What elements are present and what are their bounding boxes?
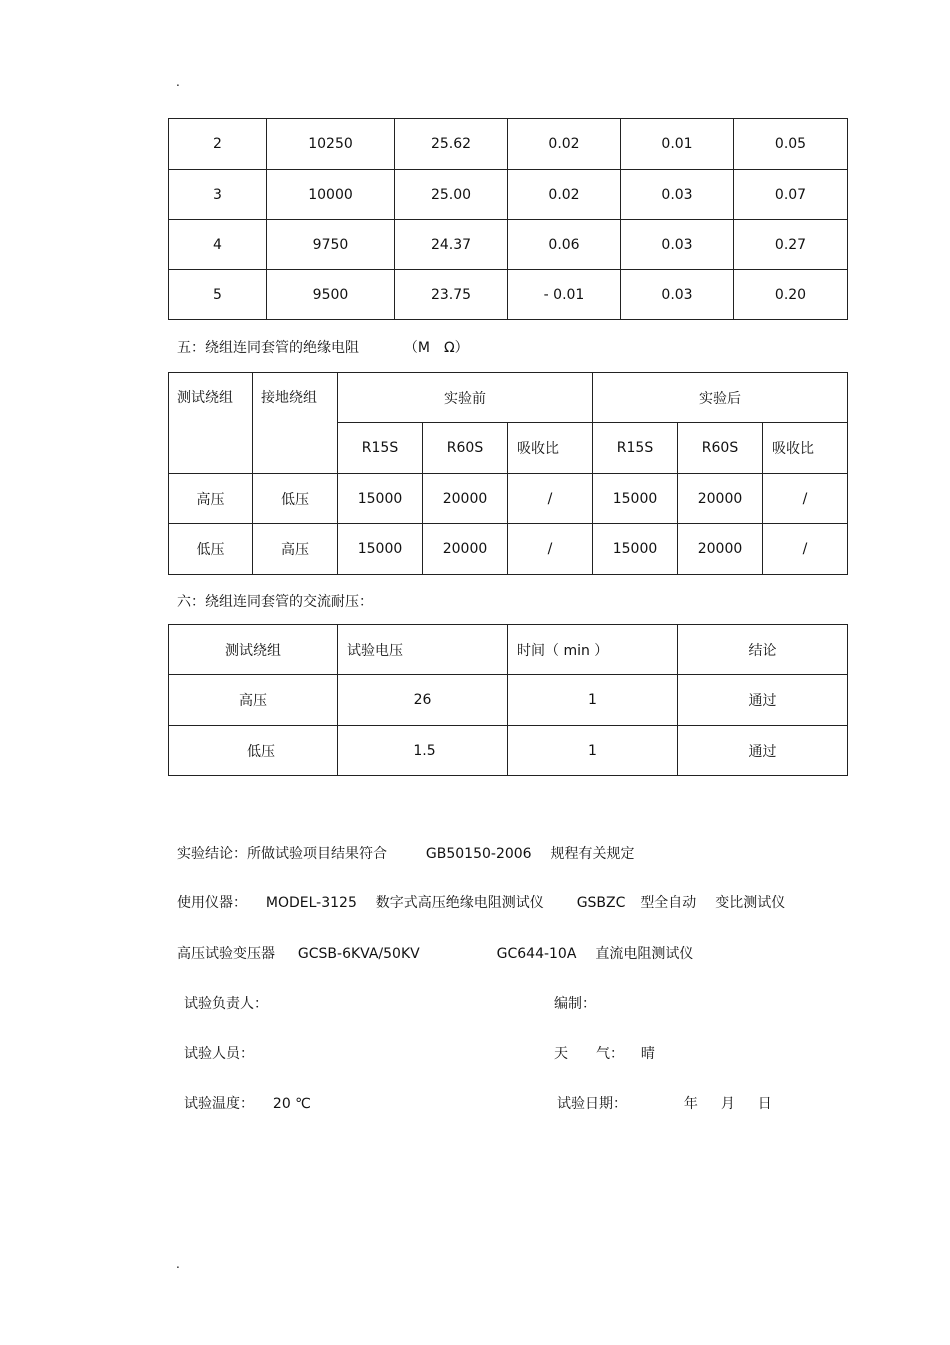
table-cell: 25.00 (395, 170, 508, 220)
table-cell: 2 (169, 119, 267, 170)
table-cell: 低压 (169, 524, 253, 575)
table-header-row (169, 373, 848, 423)
conclusion-tail: 规程有关规定 (550, 846, 635, 862)
table-row (169, 675, 848, 726)
table-cell: / (508, 524, 593, 575)
header-ground-winding: 接地绕组 (253, 373, 338, 474)
conclusion-standard: GB50150-2006 (425, 846, 532, 862)
instruments-label: 使用仪器： (177, 895, 247, 911)
header-r60s: R60S (423, 423, 508, 474)
header-time: 时间（ min ） (508, 625, 678, 675)
header-test-winding: 测试绕组 (169, 625, 338, 675)
table-cell: 0.03 (621, 270, 734, 320)
table-header-row (169, 625, 848, 675)
table-row (169, 220, 848, 270)
date-day: 日 (757, 1096, 772, 1112)
header-r15s: R15S (338, 423, 423, 474)
table-cell: 0.02 (508, 170, 621, 220)
instrument-model-2: GSBZC (576, 895, 626, 911)
temperature-label: 试验温度： (184, 1096, 254, 1112)
table-row (169, 270, 848, 320)
conclusion-label: 实验结论：所做试验项目结果符合 (177, 846, 387, 862)
table-cell: 0.05 (734, 119, 848, 170)
header-r15s: R15S (593, 423, 678, 474)
table-cell: 26 (338, 675, 508, 726)
section5-title (177, 337, 469, 357)
transformer-label: 高压试验变压器 (177, 946, 275, 962)
table-cell: 0.01 (621, 119, 734, 170)
table-cell: 0.03 (621, 170, 734, 220)
header-after: 实验后 (593, 373, 848, 423)
section5-unit: （M Ω） (403, 340, 469, 356)
section6-title: 六：绕组连同套管的交流耐压： (177, 594, 373, 610)
header-ratio: 吸收比 (508, 423, 593, 474)
table-cell: 20000 (423, 524, 508, 575)
table-cell: 25.62 (395, 119, 508, 170)
table-cell: 23.75 (395, 270, 508, 320)
table-cell: 20000 (423, 474, 508, 524)
transformer-line (177, 943, 693, 963)
table-row (169, 119, 848, 170)
table-cell: 24.37 (395, 220, 508, 270)
table-cell: 20000 (678, 474, 763, 524)
table-cell: 低压 (253, 474, 338, 524)
table-cell: 0.07 (734, 170, 848, 220)
table-cell: 通过 (678, 675, 848, 726)
header-test-winding: 测试绕组 (169, 373, 253, 474)
ratio-table (168, 118, 848, 320)
table-cell: 9500 (267, 270, 395, 320)
table-cell: / (763, 474, 848, 524)
date-label: 试验日期： (557, 1096, 627, 1112)
withstand-table (168, 624, 848, 776)
weather-label: 天 气： (554, 1046, 624, 1062)
table-cell: 0.03 (621, 220, 734, 270)
table-cell: - 0.01 (508, 270, 621, 320)
table-cell: 15000 (593, 474, 678, 524)
weather-line (554, 1043, 655, 1063)
table-cell: 1 (508, 675, 678, 726)
header-conclusion: 结论 (678, 625, 848, 675)
date-month: 月 (720, 1096, 735, 1112)
transformer-name-2: 直流电阻测试仪 (595, 946, 694, 962)
table-cell: 0.06 (508, 220, 621, 270)
weather-value: 晴 (640, 1046, 655, 1062)
table-cell: 15000 (338, 524, 423, 575)
header-ratio: 吸收比 (763, 423, 848, 474)
page-mark-bottom: . (176, 1257, 180, 1271)
date-year: 年 (683, 1096, 698, 1112)
date-line (557, 1093, 772, 1113)
page-mark-top: . (176, 75, 180, 89)
transformer-model-2: GC644-10A (496, 946, 577, 962)
table-cell: 10000 (267, 170, 395, 220)
header-r60s: R60S (678, 423, 763, 474)
editor-label: 编制： (554, 996, 596, 1012)
table-cell: 3 (169, 170, 267, 220)
table-cell: 高压 (169, 474, 253, 524)
table-cell: / (508, 474, 593, 524)
header-test-voltage: 试验电压 (338, 625, 508, 675)
instruments-line (177, 892, 785, 912)
table-cell: 0.27 (734, 220, 848, 270)
instrument-model-1: MODEL-3125 (265, 895, 357, 911)
table-cell: 15000 (593, 524, 678, 575)
insulation-table (168, 372, 848, 575)
table-cell: / (763, 524, 848, 575)
table-cell: 4 (169, 220, 267, 270)
staff-label: 试验人员： (184, 1046, 254, 1062)
table-cell: 通过 (678, 726, 848, 776)
table-cell: 0.02 (508, 119, 621, 170)
table-cell: 20000 (678, 524, 763, 575)
table-row (169, 474, 848, 524)
temperature-value: 20 ℃ (272, 1096, 311, 1112)
table-row (169, 524, 848, 575)
table-cell: 低压 (169, 726, 338, 776)
table-row (169, 726, 848, 776)
table-cell: 0.20 (734, 270, 848, 320)
section5-title-text: 五：绕组连同套管的绝缘电阻 (177, 340, 359, 356)
table-cell: 15000 (338, 474, 423, 524)
table-cell: 高压 (169, 675, 338, 726)
instrument-name-2b: 变比测试仪 (715, 895, 786, 911)
table-cell: 5 (169, 270, 267, 320)
table-cell: 1.5 (338, 726, 508, 776)
responsible-label: 试验负责人： (184, 996, 268, 1012)
instrument-name-2: 型全自动 (640, 895, 697, 911)
table-cell: 高压 (253, 524, 338, 575)
table-cell: 1 (508, 726, 678, 776)
instrument-name-1: 数字式高压绝缘电阻测试仪 (375, 895, 544, 911)
table-row (169, 170, 848, 220)
transformer-model: GCSB-6KVA/50KV (297, 946, 420, 962)
table-cell: 10250 (267, 119, 395, 170)
header-before: 实验前 (338, 373, 593, 423)
conclusion-line (177, 843, 634, 863)
table-cell: 9750 (267, 220, 395, 270)
temperature-line (184, 1093, 311, 1113)
